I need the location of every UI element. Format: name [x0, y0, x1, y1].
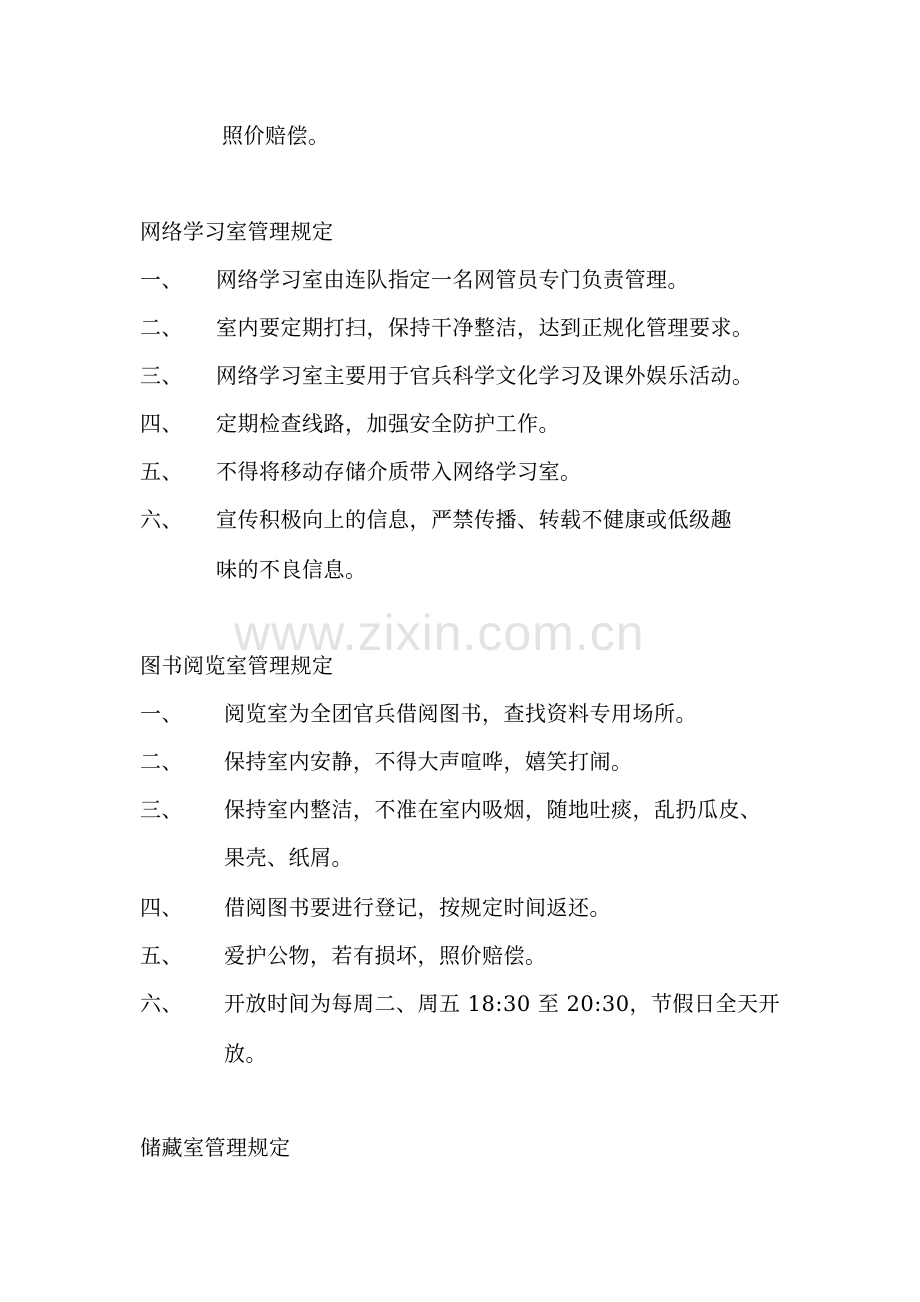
- item-text: 网络学习室由连队指定一名网管员专门负责管理。: [216, 268, 689, 292]
- item-number: 一、: [140, 702, 183, 726]
- continuation-text: 照价赔偿。: [222, 124, 330, 148]
- item-number: 五、: [140, 460, 183, 484]
- item-number: 一、: [140, 268, 183, 292]
- section-title-storage-room: 储藏室管理规定: [140, 1136, 291, 1160]
- section-title-network-room: 网络学习室管理规定: [140, 220, 334, 244]
- item-text: 保持室内安静，不得大声喧哗，嬉笑打闹。: [224, 750, 633, 774]
- item-number: 五、: [140, 944, 183, 968]
- item-text: 网络学习室主要用于官兵科学文化学习及课外娱乐活动。: [216, 364, 754, 388]
- section-title-library-room: 图书阅览室管理规定: [140, 654, 334, 678]
- item-number: 六、: [140, 992, 183, 1016]
- item-number: 三、: [140, 364, 183, 388]
- item-number: 三、: [140, 798, 183, 822]
- item-text: 保持室内整洁，不准在室内吸烟，随地吐痰，乱扔瓜皮、: [224, 798, 762, 822]
- item-number: 二、: [140, 750, 183, 774]
- item-number: 四、: [140, 896, 183, 920]
- item-text: 室内要定期打扫，保持干净整洁，达到正规化管理要求。: [216, 316, 754, 340]
- item-text: 宣传积极向上的信息，严禁传播、转载不健康或低级趣: [216, 508, 732, 532]
- item-text-continuation: 果壳、纸屑。: [224, 846, 353, 870]
- item-text-continuation: 味的不良信息。: [216, 558, 367, 582]
- item-text: 不得将移动存储介质带入网络学习室。: [216, 460, 582, 484]
- item-text-continuation: 放。: [224, 1042, 267, 1066]
- item-text: 借阅图书要进行登记，按规定时间返还。: [224, 896, 611, 920]
- item-number: 二、: [140, 316, 183, 340]
- item-number: 六、: [140, 508, 183, 532]
- item-text: 开放时间为每周二、周五 18:30 至 20:30，节假日全天开: [224, 992, 781, 1016]
- watermark: www.zixin.com.cn: [234, 605, 645, 661]
- item-text: 爱护公物，若有损坏，照价赔偿。: [224, 944, 547, 968]
- item-text: 定期检查线路，加强安全防护工作。: [216, 412, 560, 436]
- item-number: 四、: [140, 412, 183, 436]
- item-text: 阅览室为全团官兵借阅图书，查找资料专用场所。: [224, 702, 697, 726]
